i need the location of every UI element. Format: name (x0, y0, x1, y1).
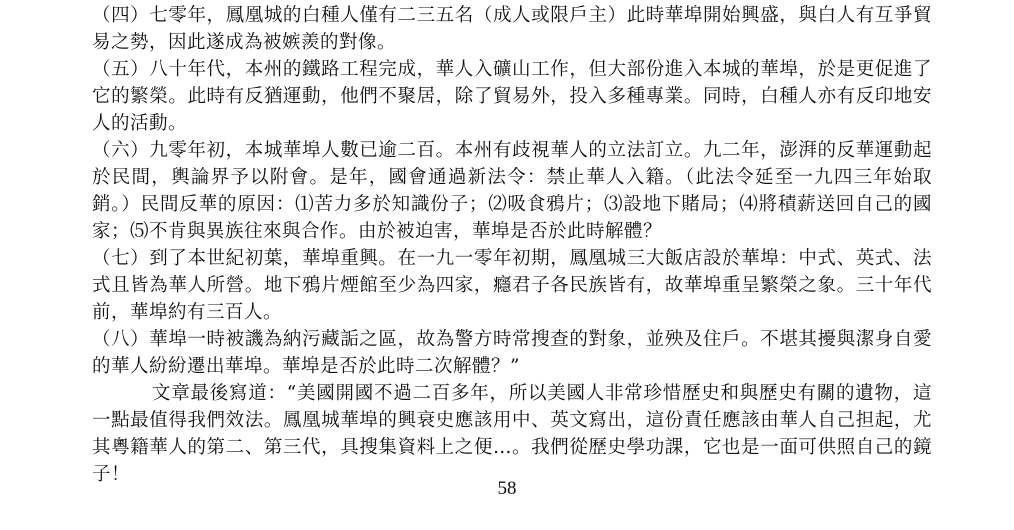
page-number: 58 (497, 478, 517, 499)
paragraph-5: （五）八十年代，本州的鐵路工程完成，華人入礦山工作，但大部份進入本城的華埠，於是更促進了它的繁榮。此時有反猶運動，他們不聚居，除了貿易外，投入多種專業。同時，白種人亦有反印地安人的活動。 (92, 59, 932, 134)
paragraph-6: （六）九零年初，本城華埠人數已逾二百。本州有歧視華人的立法訂立。九二年，澎湃的反華運動起於民間，輿論界予以附會。是年，國會通過新法令：禁止華人入籍。（此法令延至一九四三年始取銷。）民間反華的原因：⑴苦力多於知識份子；⑵吸食鴉片；⑶設地下賭局；⑷將積薪送回自己的國家；⑸不肯與異族往來與合作。由於被迫害，華埠是否於此時解體？ (92, 140, 932, 242)
paragraph-7: （七）到了本世紀初葉，華埠重興。在一九一零年初期，鳳凰城三大飯店設於華埠：中式、英式、法式且皆為華人所營。地下鴉片煙館至少為四家，癮君子各民族皆有，故華埠重呈繁榮之象。三十年代前，華埠約有三百人。 (92, 248, 932, 323)
paragraph-4: （四）七零年，鳳凰城的白種人僅有二三五名（成人或限戶主）此時華埠開始興盛，與白人有互爭貿易之勢，因此遂成為被嫉羨的對像。 (92, 5, 932, 53)
paragraph-8: （八）華埠一時被譏為納污藏詬之區，故為警方時常搜查的對象，並殃及住戶。不堪其擾與潔身自愛的華人紛紛遷出華埠。華埠是否於此時二次解體？” (92, 329, 932, 377)
paragraph-conclusion: 文章最後寫道：“美國開國不過二百多年，所以美國人非常珍惜歷史和與歷史有關的遺物，這一點最值得我們效法。鳳凰城華埠的興衰史應該用中、英文寫出，這份責任應該由華人自己担起，尤其粵籍華人的第二、第三代，具搜集資料上之便…。我們從歷史學功課，它也是一面可供照自己的鏡子！ (92, 383, 932, 485)
document-body (92, 2, 932, 488)
